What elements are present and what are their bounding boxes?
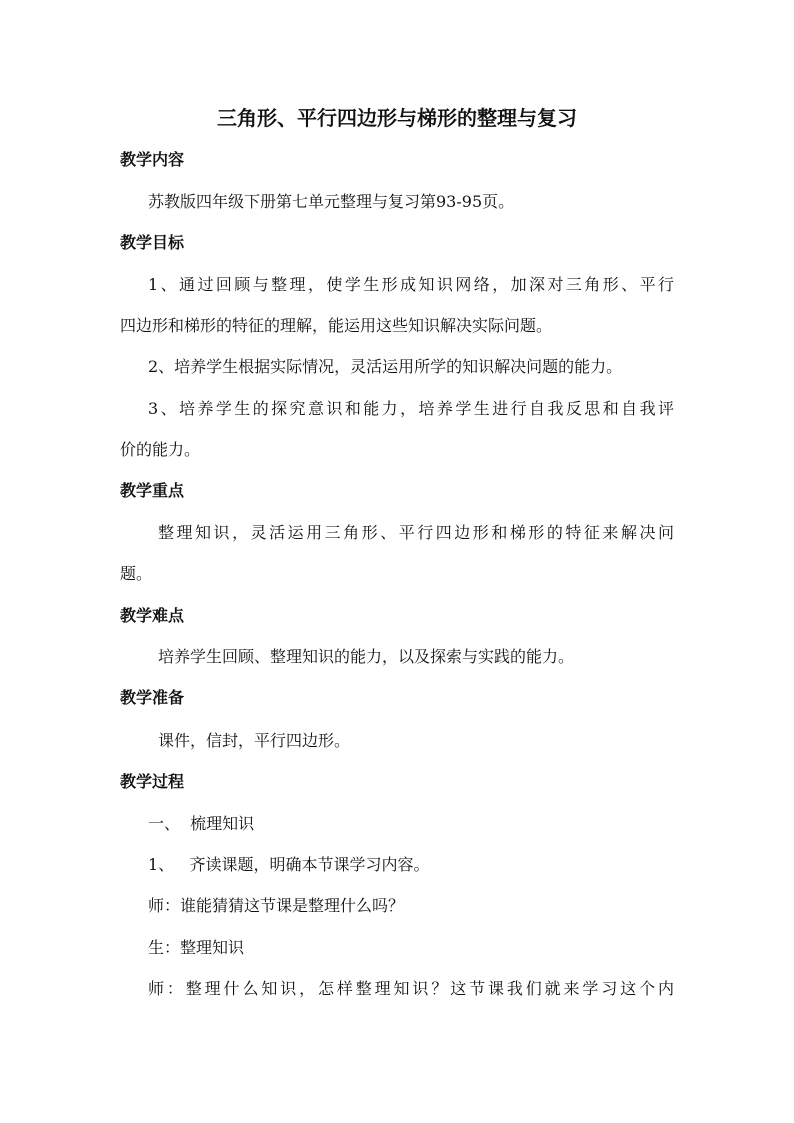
process-line-4: 生：整理知识: [148, 938, 245, 957]
content-line-1: 苏教版四年级下册第七单元整理与复习第93-95页。: [148, 192, 515, 211]
process-line-1: 一、 梳理知识: [148, 814, 255, 833]
section-heading-difficulties: 教学难点: [120, 606, 185, 625]
document-title: 三角形、平行四边形与梯形的整理与复习: [217, 106, 577, 130]
key-points-line-1: 整理知识，灵活运用三角形、平行四边形和梯形的特征来解决问: [158, 523, 674, 542]
difficulties-line-1: 培养学生回顾、整理知识的能力，以及探索与实践的能力。: [158, 647, 575, 666]
key-points-line-2: 题。: [120, 564, 153, 583]
objectives-line-4: 3、培养学生的探究意识和能力，培养学生进行自我反思和自我评: [148, 399, 674, 418]
process-line-5: 师：整理什么知识，怎样整理知识？这节课我们就来学习这个内: [148, 979, 674, 998]
objectives-line-2: 四边形和梯形的特征的理解，能运用这些知识解决实际问题。: [120, 316, 553, 335]
section-heading-key-points: 教学重点: [120, 481, 185, 500]
process-line-2: 1、 齐读课题，明确本节课学习内容。: [148, 855, 430, 874]
section-heading-process: 教学过程: [120, 772, 185, 791]
objectives-line-1: 1、通过回顾与整理，使学生形成知识网络，加深对三角形、平行: [148, 275, 674, 294]
objectives-line-5: 价的能力。: [120, 440, 201, 459]
process-line-3: 师：谁能猜猜这节课是整理什么吗？: [148, 896, 405, 915]
section-heading-objectives: 教学目标: [120, 233, 185, 252]
objectives-line-3: 2、培养学生根据实际情况，灵活运用所学的知识解决问题的能力。: [148, 357, 623, 376]
preparation-line-1: 课件，信封，平行四边形。: [158, 731, 351, 750]
section-heading-content: 教学内容: [120, 150, 185, 169]
section-heading-preparation: 教学准备: [120, 688, 185, 707]
